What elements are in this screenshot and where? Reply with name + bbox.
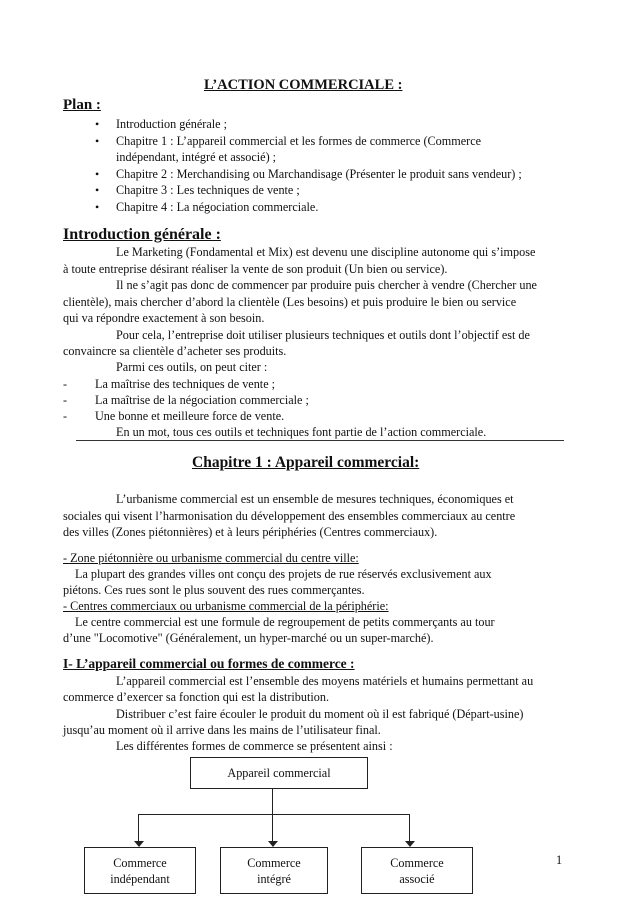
bullet-icon: • [95,200,100,214]
diagram-child-box [220,847,328,894]
section1-line: Les différentes formes de commerce se présentent ainsi : [116,739,393,753]
bullet-icon: • [95,183,100,197]
centres-line: Le centre commercial est une formule de regroupement de petits commerçants au tour [75,615,495,629]
zone-line: La plupart des grandes villes ont conçu des projets de rue réservés exclusivement aux [75,567,492,581]
diagram-child-label: Commerce [247,855,301,870]
bullet-icon: • [95,167,100,181]
chapter1-line: sociales qui visent l’harmonisation du développement des ensembles commerciaux au centre [63,509,516,523]
diagram-root-label: Appareil commercial [227,766,331,780]
intro-dash-item: Une bonne et meilleure force de vente. [95,409,285,423]
intro-line: convaincre sa clientèle d’acheter ses produits. [63,344,287,358]
dash-icon: - [63,377,68,391]
section1-line: Distribuer c’est faire écouler le produit du moment où il est fabriqué (Départ-usine) [116,707,524,721]
centres-heading: - Centres commerciaux ou urbanisme commercial de la périphérie: [63,599,389,613]
intro-dash-item: La maîtrise de la négociation commerciale ; [95,393,309,407]
zone-heading: - Zone piétonnière ou urbanisme commercial du centre ville: [63,551,359,565]
intro-line: Pour cela, l’entreprise doit utiliser plusieurs techniques et outils dont l’objectif est de [116,328,530,342]
section1-line: jusqu’au moment où il arrive dans les mains de l’utilisateur final. [63,723,381,737]
section1-line: commerce d’exercer sa fonction qui est la distribution. [63,690,330,704]
page-number: 1 [556,853,563,867]
plan-item: Introduction générale ; [116,117,227,131]
intro-heading: Introduction générale : [63,226,221,243]
plan-item-continuation: indépendant, intégré et associé) ; [116,150,277,164]
dash-icon: - [63,393,68,407]
plan-item: Chapitre 2 : Merchandising ou Marchandisage (Présenter le produit sans vendeur) ; [116,167,522,181]
intro-dash-item: La maîtrise des techniques de vente ; [95,377,276,391]
intro-line: qui va répondre exactement à son besoin. [63,311,265,325]
diagram-child-label: associé [399,871,435,886]
chapter1-heading: Chapitre 1 : Appareil commercial: [192,454,420,471]
plan-heading: Plan : [63,97,101,113]
diagram-child-label: intégré [257,871,291,886]
intro-line: clientèle), mais chercher d’abord la clientèle (Les besoins) et puis produire le bien ou service [63,295,517,309]
document-title: L’ACTION COMMERCIALE : [204,77,403,93]
diagram-child-label: Commerce [390,855,444,870]
diagram-root-box [190,757,368,789]
zone-line: piétons. Ces rues sont le plus souvent des rues commerçantes. [63,583,365,597]
plan-item: Chapitre 1 : L’appareil commercial et les formes de commerce (Commerce [116,134,482,148]
diagram-child-label: Commerce [113,855,167,870]
bullet-icon: • [95,117,100,131]
diagram-child-box [84,847,196,894]
diagram-child-box [361,847,473,894]
intro-line: à toute entreprise désirant réaliser la vente de son produit (Un bien ou service). [63,262,448,276]
intro-line: Le Marketing (Fondamental et Mix) est devenu une discipline autonome qui s’impose [116,245,536,259]
intro-closing: En un mot, tous ces outils et techniques font partie de l’action commerciale. [116,425,487,439]
plan-item: Chapitre 3 : Les techniques de vente ; [116,183,300,197]
section1-heading: I- L’appareil commercial ou formes de commerce : [63,656,355,671]
intro-line: Il ne s’agit pas donc de commencer par produire puis chercher à vendre (Chercher une [116,278,537,292]
section-divider [76,440,564,441]
section1-line: L’appareil commercial est l’ensemble des moyens matériels et humains permettant au [116,674,534,688]
chapter1-line: L’urbanisme commercial est un ensemble de mesures techniques, économiques et [116,492,514,506]
connector-line [138,814,410,815]
bullet-icon: • [95,134,100,148]
chapter1-line: des villes (Zones piétonnières) et à leurs périphéries (Centres commerciaux). [63,525,438,539]
dash-icon: - [63,409,68,423]
intro-line: Parmi ces outils, on peut citer : [116,360,268,374]
connector-line [272,788,273,814]
centres-line: d’une "Locomotive" (Généralement, un hyper-marché ou un super-marché). [63,631,434,645]
diagram-child-label: indépendant [110,871,170,886]
plan-item: Chapitre 4 : La négociation commerciale. [116,200,319,214]
